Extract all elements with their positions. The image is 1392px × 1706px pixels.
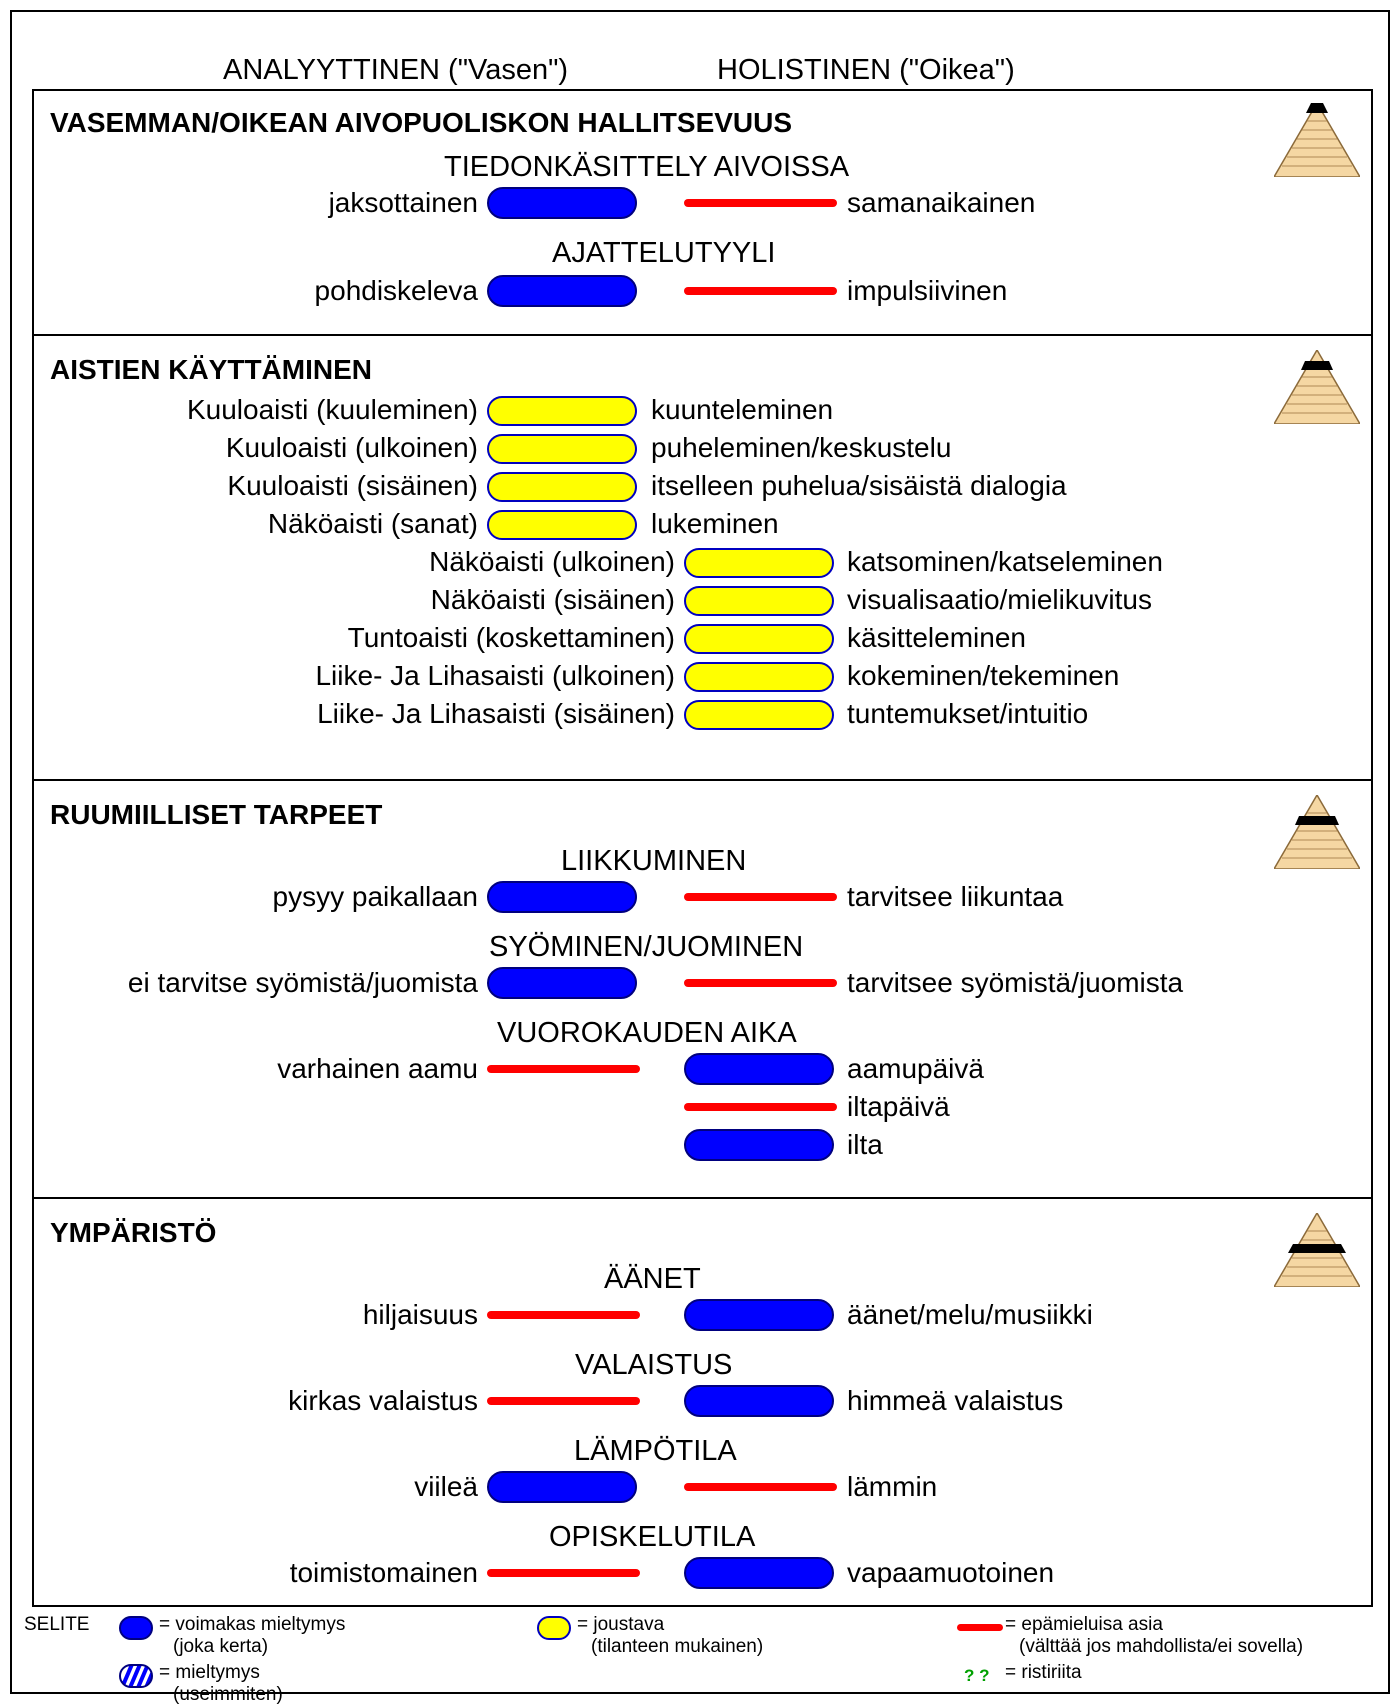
left-label: kirkas valaistus: [288, 1385, 478, 1416]
section-brain-dominance: [32, 89, 1373, 336]
sense-activity: tuntemukset/intuitio: [847, 698, 1089, 729]
flexible-marker: [487, 472, 637, 502]
dislike-marker: [684, 1103, 837, 1111]
left-label: varhainen aamu: [277, 1053, 478, 1084]
sense-label: Näköaisti (sisäinen): [430, 584, 675, 615]
sense-label: Kuuloaisti (kuuleminen): [186, 394, 478, 425]
section-title: AISTIEN KÄYTTÄMINEN: [50, 354, 372, 385]
legend-strong-swatch: [119, 1616, 153, 1640]
strong-preference-marker: [684, 1557, 834, 1589]
legend-strong: = voimakas mieltymys: [159, 1614, 346, 1635]
flexible-marker: [487, 396, 637, 426]
sense-label: Näköaisti (sanat): [267, 508, 478, 539]
right-label: tarvitsee syömistä/juomista: [847, 967, 1184, 998]
legend-label: SELITE: [24, 1614, 90, 1635]
sense-activity: käsitteleminen: [847, 622, 1026, 653]
section-title: VASEMMAN/OIKEAN AIVOPUOLISKON HALLITSEVUUS: [50, 107, 793, 138]
right-label: vapaamuotoinen: [847, 1557, 1055, 1588]
left-label: jaksottainen: [328, 187, 478, 218]
legend-strong-note: (joka kerta): [173, 1636, 269, 1657]
row-heading: AJATTELUTYYLI: [552, 237, 776, 269]
section-title: YMPÄRISTÖ: [50, 1217, 217, 1248]
analytic-column-heading: ANALYYTTINEN ("Vasen"): [223, 54, 569, 86]
sense-activity: kokeminen/tekeminen: [847, 660, 1120, 691]
strong-preference-marker: [487, 275, 637, 307]
sense-label: Tuntoaisti (koskettaminen): [347, 622, 675, 653]
section-title: RUUMIILLISET TARPEET: [50, 799, 383, 830]
row-heading: OPISKELUTILA: [549, 1521, 756, 1553]
flexible-marker: [487, 434, 637, 464]
strong-preference-marker: [684, 1053, 834, 1085]
sense-label: Liike- Ja Lihasaisti (sisäinen): [317, 698, 675, 729]
left-label: pohdiskeleva: [314, 275, 478, 306]
legend-flexible: = joustava: [577, 1614, 665, 1635]
sense-activity: kuunteleminen: [651, 394, 834, 425]
right-label: himmeä valaistus: [847, 1385, 1064, 1416]
right-label: samanaikainen: [847, 187, 1036, 218]
left-label: hiljaisuus: [362, 1299, 478, 1330]
flexible-marker: [487, 510, 637, 540]
strong-preference-marker: [684, 1385, 834, 1417]
right-label: lämmin: [847, 1471, 938, 1502]
sense-label: Kuuloaisti (sisäinen): [227, 470, 478, 501]
legend-conflict-mark: ? ?: [964, 1666, 990, 1685]
left-label: toimistomainen: [289, 1557, 478, 1588]
legend-conflict: = ristiriita: [1005, 1662, 1082, 1683]
row-heading: VALAISTUS: [575, 1349, 733, 1381]
section-senses: [32, 334, 1373, 781]
strong-preference-marker: [487, 187, 637, 219]
dislike-marker: [684, 287, 837, 295]
sense-activity: visualisaatio/mielikuvitus: [847, 584, 1153, 615]
dislike-marker: [684, 1483, 837, 1491]
dislike-marker: [684, 979, 837, 987]
dislike-marker: [684, 199, 837, 207]
sense-activity: puheleminen/keskustelu: [651, 432, 952, 463]
left-label: viileä: [414, 1471, 478, 1502]
sense-label: Liike- Ja Lihasaisti (ulkoinen): [315, 660, 675, 691]
profile-page: [10, 10, 1390, 1705]
legend-dislike-swatch: [957, 1624, 1003, 1631]
pyramid-level-3-icon: [1274, 795, 1360, 869]
right-label: impulsiivinen: [847, 275, 1008, 306]
strong-preference-marker: [684, 1299, 834, 1331]
row-heading: ÄÄNET: [604, 1263, 701, 1295]
right-label: ilta: [847, 1129, 883, 1160]
strong-preference-marker: [684, 1129, 834, 1161]
legend-preference-note: (useimmiten): [173, 1684, 283, 1705]
dislike-marker: [487, 1311, 640, 1319]
row-heading: LIIKKUMINEN: [561, 845, 747, 877]
flexible-marker: [684, 662, 834, 692]
section-physical-needs: [32, 779, 1373, 1199]
sense-activity: itselleen puhelua/sisäistä dialogia: [651, 470, 1067, 501]
right-label: aamupäivä: [847, 1053, 984, 1084]
strong-preference-marker: [487, 881, 637, 913]
pyramid-level-2-icon: [1274, 350, 1360, 424]
row-heading: LÄMPÖTILA: [574, 1435, 737, 1467]
legend-dislike: = epämieluisa asia: [1005, 1614, 1163, 1635]
right-label: iltapäivä: [847, 1091, 950, 1122]
legend-preference: = mieltymys: [159, 1662, 260, 1683]
pyramid-level-1-icon: [1274, 103, 1360, 177]
row-heading: VUOROKAUDEN AIKA: [497, 1017, 797, 1049]
left-label: ei tarvitse syömistä/juomista: [127, 967, 478, 998]
legend-flexible-swatch: [537, 1616, 571, 1640]
sense-activity: katsominen/katseleminen: [847, 546, 1163, 577]
dislike-marker: [487, 1397, 640, 1405]
row-heading: TIEDONKÄSITTELY AIVOISSA: [444, 151, 850, 183]
flexible-marker: [684, 548, 834, 578]
section-environment: [32, 1197, 1373, 1607]
strong-preference-marker: [487, 967, 637, 999]
sense-label: Näköaisti (ulkoinen): [429, 546, 675, 577]
row-heading: SYÖMINEN/JUOMINEN: [489, 931, 804, 963]
flexible-marker: [684, 700, 834, 730]
legend-dislike-note: (välttää jos mahdollista/ei sovella): [1019, 1636, 1304, 1657]
left-label: pysyy paikallaan: [272, 881, 478, 912]
dislike-marker: [684, 893, 837, 901]
dislike-marker: [487, 1065, 640, 1073]
flexible-marker: [684, 586, 834, 616]
legend-flexible-note: (tilanteen mukainen): [591, 1636, 764, 1657]
sense-activity: lukeminen: [651, 508, 779, 539]
legend-preference-swatch-icon: [119, 1664, 153, 1688]
right-label: äänet/melu/musiikki: [847, 1299, 1093, 1330]
holistic-column-heading: HOLISTINEN ("Oikea"): [717, 54, 1015, 86]
sense-label: Kuuloaisti (ulkoinen): [225, 432, 478, 463]
pyramid-level-4-icon: [1274, 1213, 1360, 1287]
dislike-marker: [487, 1569, 640, 1577]
flexible-marker: [684, 624, 834, 654]
right-label: tarvitsee liikuntaa: [847, 881, 1064, 912]
strong-preference-marker: [487, 1471, 637, 1503]
